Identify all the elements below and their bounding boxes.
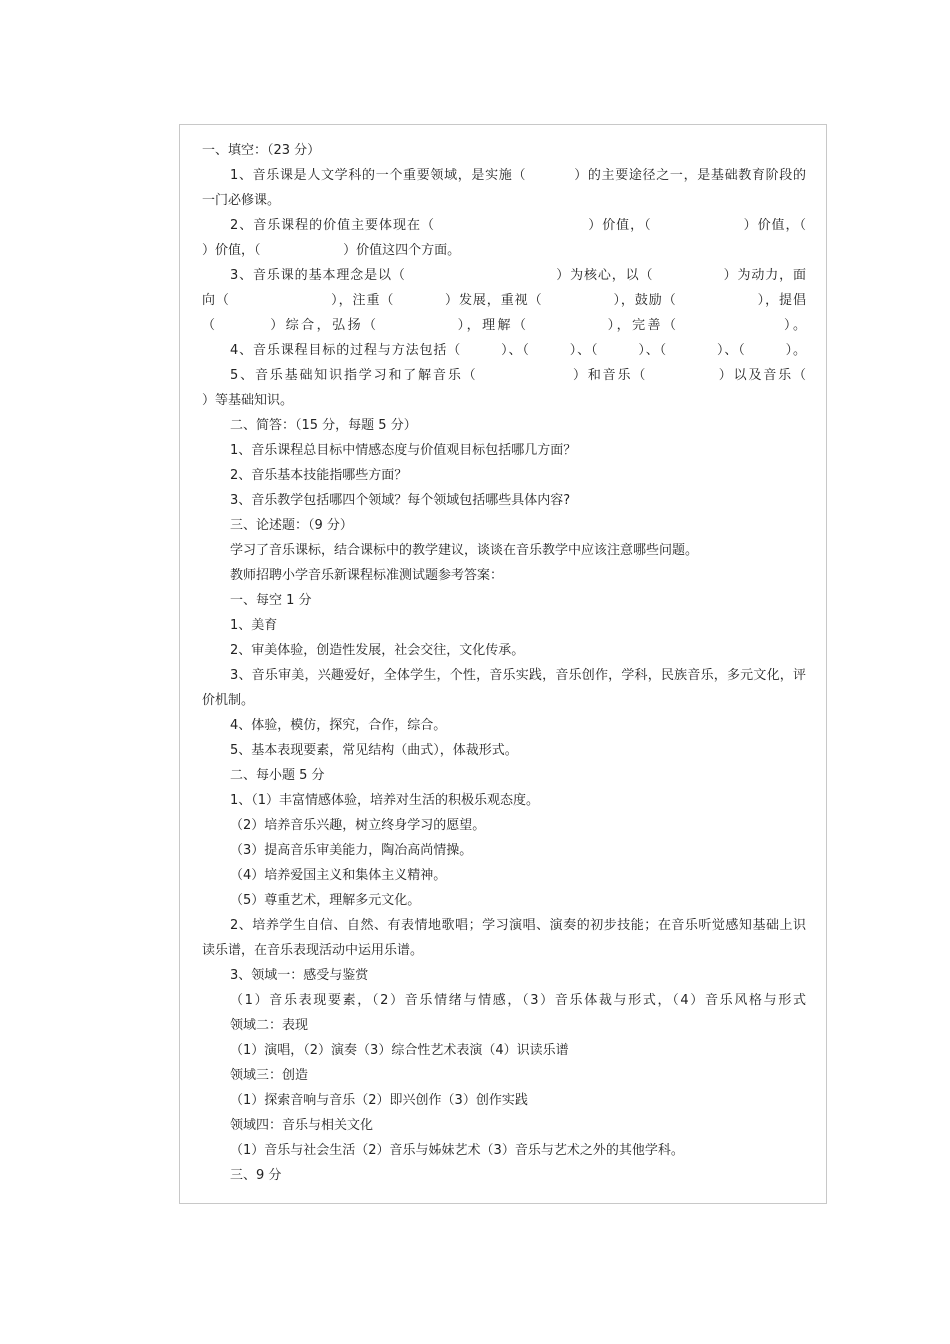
text-line: （4）培养爱国主义和集体主义精神。 bbox=[230, 868, 447, 883]
text-line: ）等基础知识。 bbox=[202, 393, 294, 408]
text-line: （1）音乐与社会生活（2）音乐与姊妹艺术（3）音乐与艺术之外的其他学科。 bbox=[230, 1143, 684, 1158]
text-line: 1、音乐课是人文学科的一个重要领域，是实施（ ）的主要途径之一，是基础教育阶段的 bbox=[230, 168, 806, 183]
text-line: 2、音乐基本技能指哪些方面？ bbox=[230, 468, 408, 483]
text-line: 2、音乐课程的价值主要体现在（ ）价值，（ ）价值，（ bbox=[230, 218, 806, 233]
text-line: 领域四：音乐与相关文化 bbox=[230, 1118, 374, 1133]
document-body bbox=[202, 138, 806, 1188]
text-line: 价机制。 bbox=[202, 693, 255, 708]
text-line: 学习了音乐课标，结合课标中的教学建议，谈谈在音乐教学中应该注意哪些问题。 bbox=[230, 543, 699, 558]
text-line: 5、音乐基础知识指学习和了解音乐（ ）和音乐（ ）以及音乐（ bbox=[230, 368, 806, 383]
text-line: 3、领域一：感受与鉴赏 bbox=[230, 968, 369, 983]
text-line: 二、每小题 5 分 bbox=[230, 768, 325, 783]
text-line: 三、论述题：（9 分） bbox=[230, 518, 353, 533]
text-line: 2、审美体验，创造性发展，社会交往，文化传承。 bbox=[230, 643, 525, 658]
text-line: （1）演唱，（2）演奏（3）综合性艺术表演（4）识读乐谱 bbox=[230, 1043, 569, 1058]
text-line: 向（ ），注重（ ）发展，重视（ ），鼓励（ ），提倡 bbox=[202, 293, 806, 308]
text-line: 一、填空：（23 分） bbox=[202, 143, 321, 158]
text-line: （5）尊重艺术，理解多元文化。 bbox=[230, 893, 421, 908]
text-line: 领域二：表现 bbox=[230, 1018, 309, 1033]
text-line: 3、音乐审美，兴趣爱好，全体学生，个性，音乐实践，音乐创作，学科，民族音乐，多元文化，评 bbox=[230, 668, 806, 683]
text-line: 三、9 分 bbox=[230, 1168, 282, 1183]
text-line: 1、美育 bbox=[230, 618, 278, 633]
text-line: 二、简答：（15 分，每题 5 分） bbox=[230, 418, 417, 433]
text-line: 1、（1）丰富情感体验，培养对生活的积极乐观态度。 bbox=[230, 793, 540, 808]
text-line: 读乐谱，在音乐表现活动中运用乐谱。 bbox=[202, 943, 424, 958]
text-line: 5、基本表现要素，常见结构（曲式），体裁形式。 bbox=[230, 743, 518, 758]
text-line: （2）培养音乐兴趣，树立终身学习的愿望。 bbox=[230, 818, 486, 833]
text-line: ）价值，（ ）价值这四个方面。 bbox=[202, 243, 461, 258]
text-line: （ ）综合，弘扬（ ），理解（ ），完善（ ）。 bbox=[202, 318, 806, 333]
text-line: （1）探索音响与音乐（2）即兴创作（3）创作实践 bbox=[230, 1093, 528, 1108]
text-line: （3）提高音乐审美能力，陶冶高尚情操。 bbox=[230, 843, 473, 858]
text-line: 4、音乐课程目标的过程与方法包括（ ）、（ ）、（ ）、（ ）、（ ）。 bbox=[230, 343, 806, 358]
text-line: 1、音乐课程总目标中情感态度与价值观目标包括哪几方面？ bbox=[230, 443, 577, 458]
text-line: 教师招聘小学音乐新课程标准测试题参考答案： bbox=[230, 568, 504, 583]
text-line: 3、音乐课的基本理念是以（ ）为核心，以（ ）为动力，面 bbox=[230, 268, 806, 283]
text-line: 一、每空 1 分 bbox=[230, 593, 312, 608]
text-line: 4、体验，模仿，探究，合作，综合。 bbox=[230, 718, 447, 733]
text-line: 2、培养学生自信、自然、有表情地歌唱；学习演唱、演奏的初步技能；在音乐听觉感知基础上识 bbox=[230, 918, 806, 933]
text-line: 领域三：创造 bbox=[230, 1068, 309, 1083]
text-line: （1）音乐表现要素，（2）音乐情绪与情感，（3）音乐体裁与形式，（4）音乐风格与形式 bbox=[230, 993, 806, 1008]
text-line: 3、音乐教学包括哪四个领域？每个领域包括哪些具体内容? bbox=[230, 493, 571, 508]
text-line: 一门必修课。 bbox=[202, 193, 281, 208]
